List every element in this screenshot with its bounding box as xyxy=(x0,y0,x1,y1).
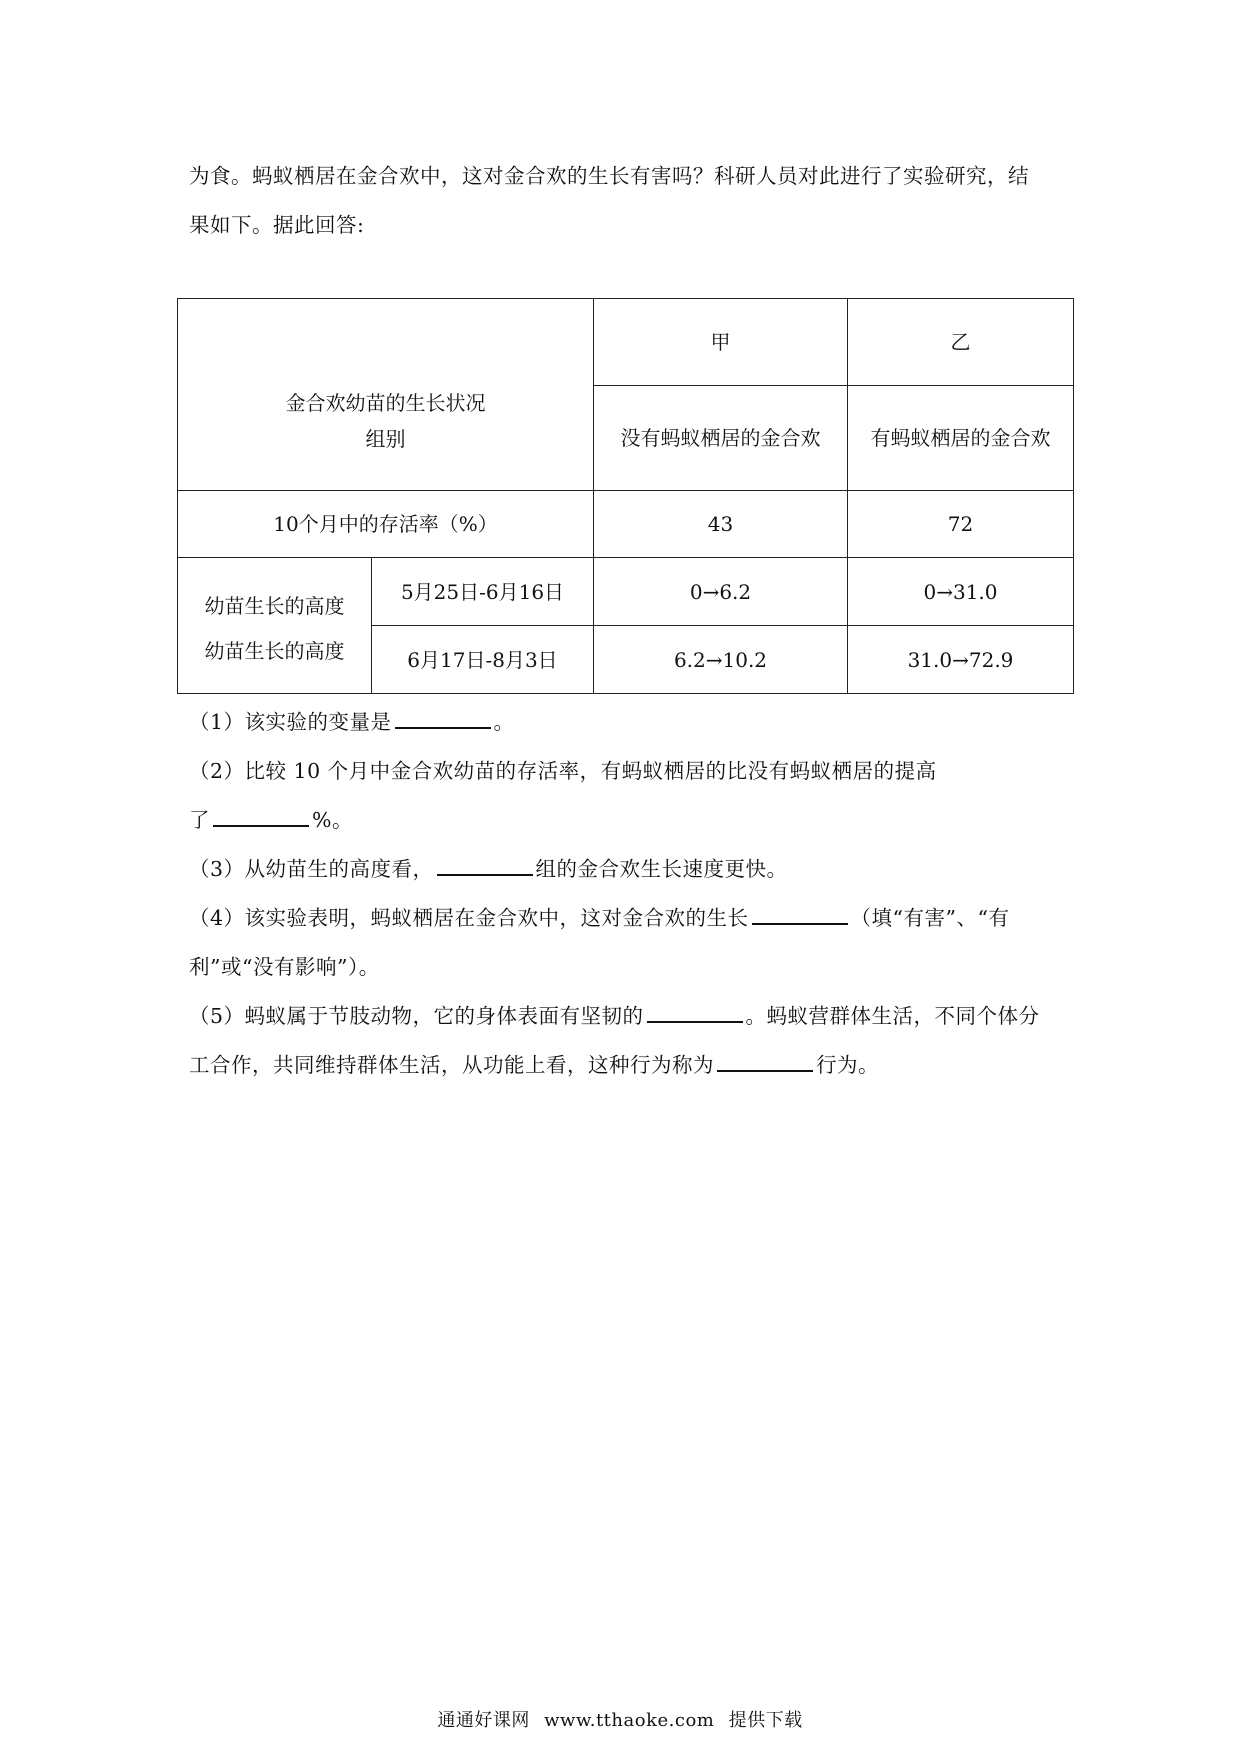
period-2-jia: 6.2→10.2 xyxy=(594,626,848,694)
question-2-text-cont: 了 xyxy=(189,808,210,832)
question-2 xyxy=(189,747,1069,845)
intro-line-1: 为食。蚂蚁栖居在金合欢中，这对金合欢的生长有害吗？科研人员对此进行了实验研究，结 xyxy=(189,164,1029,188)
answer-blank-5a[interactable] xyxy=(647,999,743,1023)
footer-url[interactable]: www.tthaoke.com xyxy=(544,1710,715,1731)
question-2-text: （2）比较 10 个月中金合欢幼苗的存活率，有蚂蚁栖居的比没有蚂蚁栖居的提高 xyxy=(189,759,937,783)
question-5-text-line-2: 工合作，共同维持群体生活，从功能上看，这种行为称为 xyxy=(189,1053,714,1077)
question-3 xyxy=(189,845,1069,894)
answer-blank-1[interactable] xyxy=(395,705,491,729)
header-jia-desc: 没有蚂蚁栖居的金合欢 xyxy=(594,386,848,491)
question-3-text: （3）从幼苗生的高度看， xyxy=(189,857,434,881)
period-1: 5月25日-6月16日 xyxy=(372,558,594,626)
question-4-options-cont: 利”或“没有影响”）。 xyxy=(189,955,380,979)
row-survival-label: 10个月中的存活率（%） xyxy=(178,491,594,558)
row-height-label-line-2: 幼苗生长的高度 xyxy=(204,638,345,663)
period-1-jia: 0→6.2 xyxy=(594,558,848,626)
question-2-end: %。 xyxy=(312,808,353,832)
table-header-corner xyxy=(178,299,594,491)
row-height-label xyxy=(178,558,372,694)
row-survival-yi: 72 xyxy=(848,491,1074,558)
answer-blank-3[interactable] xyxy=(437,852,533,876)
footer-site-name: 通通好课网 xyxy=(437,1710,530,1731)
question-3-end: 组的金合欢生长速度更快。 xyxy=(535,857,788,881)
header-growth-status: 金合欢幼苗的生长状况 xyxy=(285,390,486,415)
question-4-text: （4）该实验表明，蚂蚁栖居在金合欢中，这对金合欢的生长 xyxy=(189,906,749,930)
results-table xyxy=(177,298,1074,694)
row-height-label-line-1: 幼苗生长的高度 xyxy=(204,593,345,618)
question-1-text: （1）该实验的变量是 xyxy=(189,710,392,734)
period-1-yi: 0→31.0 xyxy=(848,558,1074,626)
question-4 xyxy=(189,894,1069,992)
page-footer xyxy=(0,1706,1240,1732)
header-col-jia: 甲 xyxy=(594,299,848,386)
intro-paragraph xyxy=(189,152,1069,250)
question-1 xyxy=(189,698,1069,747)
period-2: 6月17日-8月3日 xyxy=(372,626,594,694)
answer-blank-2[interactable] xyxy=(213,803,309,827)
question-5 xyxy=(189,992,1069,1090)
questions-section xyxy=(189,698,1069,1090)
question-4-options: （填“有害”、“有 xyxy=(850,906,1010,930)
header-col-yi: 乙 xyxy=(848,299,1074,386)
answer-blank-5b[interactable] xyxy=(717,1048,813,1072)
question-1-end: 。 xyxy=(493,710,515,734)
question-5-end: 行为。 xyxy=(816,1053,879,1077)
question-5-text: （5）蚂蚁属于节肢动物，它的身体表面有坚韧的 xyxy=(189,1004,644,1028)
answer-blank-4[interactable] xyxy=(752,901,848,925)
header-group: 组别 xyxy=(365,426,406,451)
header-yi-desc: 有蚂蚁栖居的金合欢 xyxy=(848,386,1074,491)
footer-suffix: 提供下载 xyxy=(728,1710,803,1731)
period-2-yi: 31.0→72.9 xyxy=(848,626,1074,694)
row-survival-jia: 43 xyxy=(594,491,848,558)
intro-line-2: 果如下。据此回答: xyxy=(189,213,365,237)
question-5-text-cont: 。蚂蚁营群体生活，不同个体分 xyxy=(745,1004,1040,1028)
